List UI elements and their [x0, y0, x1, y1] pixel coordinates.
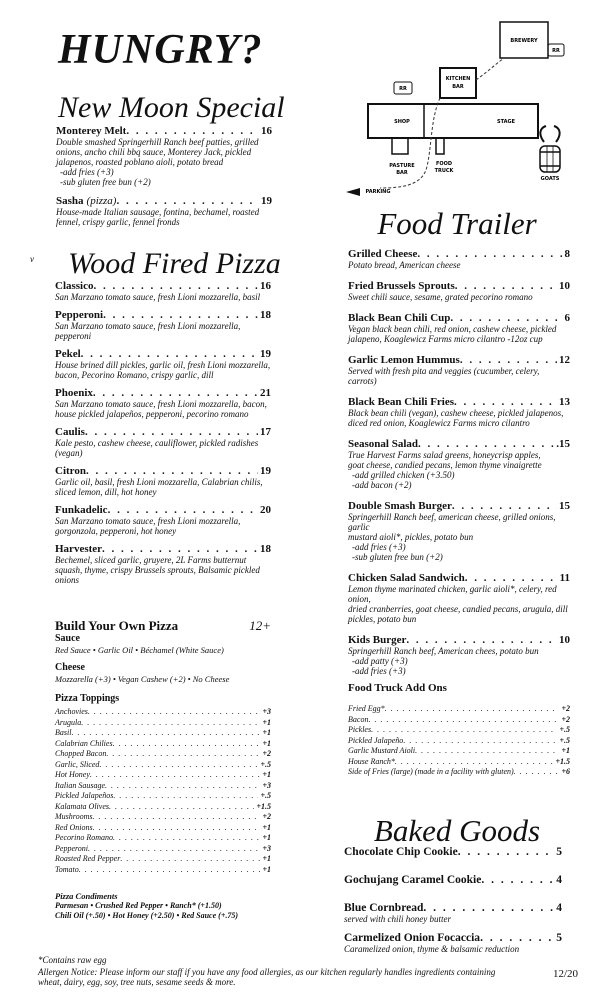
- item-name: Carmelized Onion Focaccia: [344, 932, 481, 944]
- item-name-row: [55, 280, 271, 292]
- topping-name: Hot Honey: [55, 770, 90, 779]
- condiments-heading: Pizza Condiments: [55, 891, 118, 901]
- leader-dots: [113, 833, 260, 844]
- leader-dots: [481, 874, 554, 886]
- topping-price: +1: [262, 770, 271, 779]
- leader-dots: [81, 348, 258, 360]
- item-price: 18: [260, 543, 271, 555]
- addon-row: [348, 715, 570, 726]
- item-price: 11: [559, 572, 570, 584]
- leader-dots: [385, 704, 560, 715]
- item-description-line: goat cheese, candied pecans, lemon thyme vinaigrette: [348, 460, 542, 470]
- addon-name: Pickled Jalapeño: [348, 735, 404, 745]
- item-price: 19: [261, 195, 272, 207]
- item-name: Double Smash Burger: [348, 500, 452, 512]
- item-name: Pepperoni: [55, 309, 104, 321]
- item-name: Sasha: [56, 195, 84, 207]
- page-title: HUNGRY?: [58, 27, 263, 73]
- leader-dots: [454, 396, 557, 408]
- item-name: Fried Brussels Sprouts: [348, 280, 455, 292]
- parking-label: PARKING: [365, 189, 391, 195]
- stage-label: STAGE: [496, 119, 516, 125]
- baked-item: [344, 932, 562, 954]
- item-name-row: [348, 396, 570, 408]
- item-price: 5: [556, 846, 562, 858]
- item-price: 15: [559, 500, 570, 512]
- topping-row: [55, 823, 271, 834]
- topping-row: [55, 739, 271, 750]
- addon-row: [348, 736, 570, 747]
- topping-name: Italian Sausage: [55, 780, 105, 790]
- special-item: [56, 195, 272, 227]
- item-name: Chicken Salad Sandwich: [348, 572, 465, 584]
- topping-price: +1.5: [256, 801, 271, 811]
- toppings-heading: Pizza Toppings: [55, 693, 120, 704]
- leader-dots: [368, 715, 559, 726]
- leader-dots: [109, 802, 254, 813]
- topping-row: [55, 718, 271, 729]
- item-name-note: (pizza): [86, 195, 117, 207]
- addon-price: +.5: [559, 725, 570, 734]
- leader-dots: [423, 902, 554, 914]
- trailer-item: [348, 248, 570, 270]
- item-name-row: [56, 195, 272, 207]
- food-trailer-items: [348, 248, 570, 778]
- item-extra: -add fries (+3): [60, 167, 114, 177]
- item-description: Double smashed Springerhill Ranch beef patties, grilled onions, ancho chili bbq sauce, Monterey Jack, pickled jalapenos, roasted poblano aioli, potato bread: [56, 137, 259, 167]
- topping-name: Kalamata Olives: [55, 801, 109, 811]
- addon-name: Bacon: [348, 714, 369, 724]
- topping-price: +.5: [260, 791, 271, 800]
- item-description: House brined dill pickles, garlic oil, fresh Lioni mozzarella, bacon, Pecorino Romano, crispy garlic, dill: [55, 360, 271, 380]
- pizza-item: [55, 309, 271, 341]
- item-name: Monterey Melt: [56, 125, 127, 137]
- restroom-label-1: RR: [552, 48, 560, 54]
- addon-price: +2: [561, 714, 570, 724]
- item-name-row: [348, 500, 570, 512]
- item-name: Chocolate Chip Cookie: [344, 846, 458, 858]
- topping-row: [55, 728, 271, 739]
- item-price: 4: [556, 874, 562, 886]
- leader-dots: [418, 438, 554, 450]
- topping-row: [55, 770, 271, 781]
- topping-price: +1: [262, 728, 271, 737]
- item-price: 19: [260, 348, 271, 360]
- allergen-notice: Allergen Notice: Please inform our staff if you have any food allergies, as our kitchen regularly handles ingredients containing wheat, dairy, egg, soy, tree nuts, sesame seeds & more.: [38, 967, 496, 987]
- item-description-line: jalapeno, Koaglewicz Farms micro cilantro -12oz cup: [348, 334, 543, 344]
- topping-row: [55, 833, 271, 844]
- leader-dots: [85, 426, 258, 438]
- item-description-line: diced red onion, Koaglewicz Farms micro cilantro: [348, 418, 530, 428]
- byo-section: [55, 618, 271, 921]
- item-name-row: [55, 309, 271, 321]
- topping-price: +3: [262, 780, 271, 790]
- leader-dots: [81, 718, 260, 729]
- pizza-item: [55, 280, 271, 302]
- baked-item: [344, 902, 562, 924]
- addon-name: Garlic Mustard Aioli: [348, 746, 416, 755]
- pasture-bar-building: [392, 138, 408, 154]
- addon-row: [348, 725, 570, 736]
- item-description: Bechemel, sliced garlic, gruyere, 2L Farms butternut squash, thyme, crispy Brussels sprouts, Balsamic pickled onions: [55, 555, 260, 585]
- topping-price: +.5: [260, 759, 271, 769]
- item-description: served with chili honey butter: [344, 914, 451, 924]
- item-name: Gochujang Caramel Cookie: [344, 874, 482, 886]
- item-name-row: [55, 504, 271, 516]
- topping-name: Tomato: [55, 864, 79, 874]
- topping-row: [55, 760, 271, 771]
- trailer-item: [348, 312, 570, 344]
- item-name: Black Bean Chili Fries: [348, 396, 455, 408]
- item-name-row: [55, 543, 271, 555]
- topping-price: +1: [262, 822, 271, 832]
- trailer-item: [348, 438, 570, 490]
- topping-name: Chopped Bacon: [55, 749, 107, 758]
- item-name-row: [348, 438, 570, 450]
- leader-dots: [94, 280, 259, 292]
- item-description-line: -add fries (+3): [352, 666, 406, 676]
- item-price: 5: [556, 932, 562, 944]
- item-name: Pekel: [55, 348, 81, 360]
- item-description-line: -sub gluten free bun (+2): [352, 552, 443, 562]
- trailer-item: [348, 280, 570, 302]
- leader-dots: [71, 728, 260, 739]
- leader-dots: [79, 865, 261, 876]
- item-name: Blue Cornbread: [344, 902, 424, 914]
- special-item: [56, 125, 272, 187]
- leader-dots: [450, 312, 562, 324]
- item-name-row: [348, 354, 570, 366]
- item-name: Citron: [55, 465, 86, 477]
- shop-label: SHOP: [394, 119, 410, 125]
- pasture-bar-label: BAR: [396, 170, 408, 176]
- byo-price: 12+: [249, 618, 271, 633]
- leader-dots: [395, 757, 554, 768]
- item-price: 6: [564, 312, 570, 324]
- item-name-row: [344, 902, 562, 914]
- addons-heading: Food Truck Add Ons: [348, 682, 447, 694]
- item-description: House-made Italian sausage, fontina, bechamel, roasted fennel, crispy garlic, fennel fronds: [56, 207, 260, 227]
- item-description-line: Sweet chili sauce, sesame, grated pecorino romano: [348, 292, 533, 302]
- leader-dots: [415, 746, 559, 757]
- addon-name: Side of Fries (large) (made in a facility with gluten): [348, 767, 514, 776]
- baked-item: [344, 874, 562, 886]
- pizza-item: [55, 543, 271, 585]
- item-name-row: [344, 874, 562, 886]
- topping-row: [55, 781, 271, 792]
- kitchen-bar-label: BAR: [452, 84, 464, 90]
- item-price: 21: [260, 387, 271, 399]
- kitchen-building: [440, 68, 476, 98]
- topping-price: +1: [262, 864, 271, 874]
- topping-price: +1: [262, 738, 271, 748]
- cheese-options: Mozzarella (+3) • Vegan Cashew (+2) • No Cheese: [55, 674, 230, 684]
- addon-row: [348, 746, 570, 757]
- topping-price: +1: [262, 854, 271, 863]
- leader-dots: [113, 791, 258, 802]
- leader-dots: [113, 739, 261, 750]
- topping-price: +1: [262, 833, 271, 842]
- topping-row: [55, 749, 271, 760]
- item-name-row: [348, 248, 570, 260]
- item-description: San Marzano tomato sauce, fresh Lioni mozzarella, basil: [55, 292, 261, 302]
- item-price: 16: [260, 280, 271, 292]
- item-description-line: Springerhill Ranch beef, American chees, potato bun: [348, 646, 539, 656]
- pizza-item: [55, 465, 271, 497]
- item-name-row: [55, 465, 271, 477]
- page-number: 12/20: [552, 968, 578, 980]
- leader-dots: [480, 932, 554, 944]
- trailer-item: [348, 396, 570, 428]
- topping-name: Garlic, Sliced: [55, 759, 100, 769]
- leader-dots: [92, 812, 260, 823]
- item-description-line: Lemon thyme marinated chicken, garlic aioli*, celery, red onion,: [348, 584, 557, 604]
- new-moon-items: [56, 125, 272, 235]
- item-description-line: Black bean chili (vegan), cashew cheese, pickled jalapenos,: [348, 408, 564, 418]
- trailer-item: [348, 500, 570, 562]
- topping-name: Calabrian Chilies: [55, 738, 113, 748]
- leader-dots: [455, 280, 557, 292]
- topping-row: [55, 791, 271, 802]
- parking-arrow-icon: [346, 188, 360, 196]
- item-name: Black Bean Chili Cup: [348, 312, 451, 324]
- item-name: Seasonal Salad: [348, 438, 418, 450]
- kitchen-label: KITCHEN: [445, 76, 471, 82]
- goats-label: GOATS: [540, 176, 560, 182]
- item-price: 8: [564, 248, 570, 260]
- topping-price: +2: [262, 749, 271, 758]
- item-name: Garlic Lemon Hummus: [348, 354, 460, 366]
- item-price: 19: [260, 465, 271, 477]
- item-description-line: Springerhill Ranch beef, american cheese, grilled onions, garlic: [348, 512, 556, 532]
- leader-dots: [105, 781, 260, 792]
- addon-name: Pickles: [348, 725, 372, 734]
- pasture-label: PASTURE: [389, 163, 415, 169]
- item-description: Garlic oil, basil, fresh Lioni mozzarella, Calabrian chilis, sliced lemon, dill, hot honey: [55, 477, 263, 497]
- item-description: San Marzano tomato sauce, fresh Lioni mozzarella, bacon, house pickled jalapeños, pepperoni, pecorino romano: [55, 399, 267, 419]
- addon-name: Fried Egg*: [348, 704, 385, 713]
- addon-price: +6: [561, 767, 570, 776]
- topping-row: [55, 854, 271, 865]
- leader-dots: [90, 770, 261, 781]
- addon-row: [348, 704, 570, 715]
- item-description-line: Potato bread, American cheese: [348, 260, 461, 270]
- addon-row: [348, 757, 570, 768]
- pizza-item: [55, 348, 271, 380]
- topping-row: [55, 865, 271, 876]
- item-name: Caulis: [55, 426, 85, 438]
- leader-dots: [102, 543, 258, 555]
- topping-name: Red Onions: [55, 822, 93, 832]
- topping-row: [55, 802, 271, 813]
- byo-title-row: [55, 618, 271, 633]
- item-description: Caramelized onion, thyme & balsamic reduction: [344, 944, 520, 954]
- leader-dots: [126, 125, 259, 137]
- topping-row: [55, 812, 271, 823]
- leader-dots: [120, 854, 260, 865]
- item-description: San Marzano tomato sauce, fresh Lioni mozzarella, gorgonzola, pepperoni, hot honey: [55, 516, 241, 536]
- leader-dots: [452, 500, 557, 512]
- leader-dots: [88, 844, 260, 855]
- addon-row: [348, 767, 570, 778]
- baked-goods-items: [344, 846, 562, 962]
- food-truck-shape: [436, 138, 444, 154]
- item-description-line: Vegan black bean chili, red onion, cashew cheese, pickled: [348, 324, 557, 334]
- leader-dots: [403, 736, 557, 747]
- leader-dots: [93, 823, 261, 834]
- item-name: Kids Burger: [348, 634, 407, 646]
- leader-dots: [417, 248, 562, 260]
- food-label: FOOD: [435, 161, 453, 167]
- topping-name: Mushrooms: [55, 812, 93, 821]
- item-description: San Marzano tomato sauce, fresh Lioni mozzarella, pepperoni: [55, 321, 241, 341]
- addon-price: +2: [561, 704, 570, 713]
- leader-dots: [371, 725, 557, 736]
- pizza-item: [55, 504, 271, 536]
- item-description-line: -add fries (+3): [352, 542, 406, 552]
- item-price: 12: [559, 354, 570, 366]
- topping-name: Pickled Jalapeños: [55, 791, 114, 800]
- new-moon-title: New Moon Special: [58, 91, 285, 124]
- pizza-items: [55, 280, 271, 592]
- item-description-line: -add patty (+3): [352, 656, 408, 666]
- margin-mark: v: [30, 254, 34, 264]
- item-price: 10: [559, 280, 570, 292]
- addon-price: +.5: [559, 735, 570, 745]
- item-price: 20: [260, 504, 271, 516]
- leader-dots: [108, 504, 258, 516]
- leader-dots: [106, 749, 260, 760]
- leader-dots: [458, 846, 555, 858]
- leader-dots: [103, 309, 258, 321]
- item-name-row: [344, 846, 562, 858]
- topping-row: [55, 844, 271, 855]
- topping-name: Basil: [55, 728, 72, 737]
- item-description-line: pickles, potato bun: [348, 614, 417, 624]
- item-name-row: [55, 387, 271, 399]
- topping-name: Anchovies: [55, 707, 88, 716]
- item-name: Harvester: [55, 543, 103, 555]
- item-name: Grilled Cheese: [348, 248, 418, 260]
- goat-barrel-icon: [540, 126, 560, 172]
- item-name-row: [344, 932, 562, 944]
- topping-price: +3: [262, 707, 271, 716]
- raw-egg-note: *Contains raw egg: [38, 955, 107, 965]
- walking-path: [380, 98, 440, 188]
- leader-dots: [465, 572, 558, 584]
- item-price: 16: [261, 125, 272, 137]
- brewery-path: [476, 58, 505, 80]
- item-price: 13: [559, 396, 570, 408]
- venue-map: [340, 10, 572, 200]
- item-name-row: [56, 125, 272, 137]
- baked-goods-title: Baked Goods: [373, 813, 541, 848]
- item-name: Funkadelic: [55, 504, 108, 516]
- item-price: 18: [260, 309, 271, 321]
- item-name: Phoenix: [55, 387, 93, 399]
- baked-item: [344, 846, 562, 858]
- item-description-line: True Harvest Farms salad greens, honeycrisp apples,: [348, 450, 541, 460]
- item-name-row: [55, 426, 271, 438]
- item-name-row: [55, 348, 271, 360]
- leader-dots: [514, 767, 560, 778]
- topping-name: Pepperoni: [55, 843, 89, 853]
- item-description: Kale pesto, cashew cheese, cauliflower, pickled radishes (vegan): [55, 438, 259, 458]
- item-name: Classico: [55, 280, 94, 292]
- item-price: 17: [260, 426, 271, 438]
- item-description-line: -add grilled chicken (+3.50): [352, 470, 455, 480]
- item-description-line: mustard aioli*, pickles, potato bun: [348, 532, 474, 542]
- item-description-line: dried cranberries, goat cheese, candied pecans, arugula, dill: [348, 604, 568, 614]
- item-name-row: [348, 280, 570, 292]
- addon-price: +1.5: [555, 756, 570, 766]
- truck-label: TRUCK: [434, 168, 454, 174]
- trailer-item: [348, 572, 570, 624]
- pizza-item: [55, 426, 271, 458]
- topping-name: Pecorino Romano: [55, 833, 113, 842]
- restroom-label-2: RR: [399, 86, 407, 92]
- item-price: .15: [556, 438, 570, 450]
- sauce-heading: Sauce: [55, 633, 80, 644]
- topping-price: +3: [262, 843, 271, 853]
- pizza-title: Wood Fired Pizza: [68, 247, 281, 280]
- toppings-list: [55, 707, 271, 875]
- byo-title: Build Your Own Pizza: [55, 618, 179, 633]
- topping-price: +1: [262, 717, 271, 727]
- item-price: 10: [559, 634, 570, 646]
- trailer-item: [348, 634, 570, 676]
- addon-name: House Ranch*: [348, 756, 395, 766]
- leader-dots: [88, 707, 261, 718]
- leader-dots: [460, 354, 557, 366]
- condiments-line-1: Parmesan • Crushed Red Pepper • Ranch* (+1.50): [55, 901, 222, 910]
- pizza-item: [55, 387, 271, 419]
- topping-row: [55, 707, 271, 718]
- food-trailer-title: Food Trailer: [377, 206, 537, 241]
- cheese-heading: Cheese: [55, 662, 85, 673]
- item-description-line: Served with fresh pita and veggies (cucumber, celery, carrots): [348, 366, 540, 386]
- leader-dots: [93, 387, 258, 399]
- item-name-row: [348, 634, 570, 646]
- item-name-row: [348, 572, 570, 584]
- leader-dots: [406, 634, 557, 646]
- item-name-row: [348, 312, 570, 324]
- addon-price: +1: [561, 746, 570, 755]
- leader-dots: [86, 465, 258, 477]
- item-description-line: -add bacon (+2): [352, 480, 412, 490]
- sauce-options: Red Sauce • Garlic Oil • Béchamel (White Sauce): [55, 645, 224, 655]
- trailer-item: [348, 354, 570, 386]
- topping-name: Arugula: [55, 717, 82, 727]
- leader-dots: [99, 760, 258, 771]
- brewery-label: BREWERY: [510, 38, 538, 44]
- leader-dots: [116, 195, 259, 207]
- topping-price: +2: [262, 812, 271, 821]
- condiments-line-2: Chili Oil (+.50) • Hot Honey (+2.50) • Red Sauce (+.75): [55, 911, 239, 920]
- topping-name: Roasted Red Pepper: [55, 854, 121, 863]
- item-price: 4: [556, 902, 562, 914]
- item-extra: -sub gluten free bun (+2): [60, 177, 151, 187]
